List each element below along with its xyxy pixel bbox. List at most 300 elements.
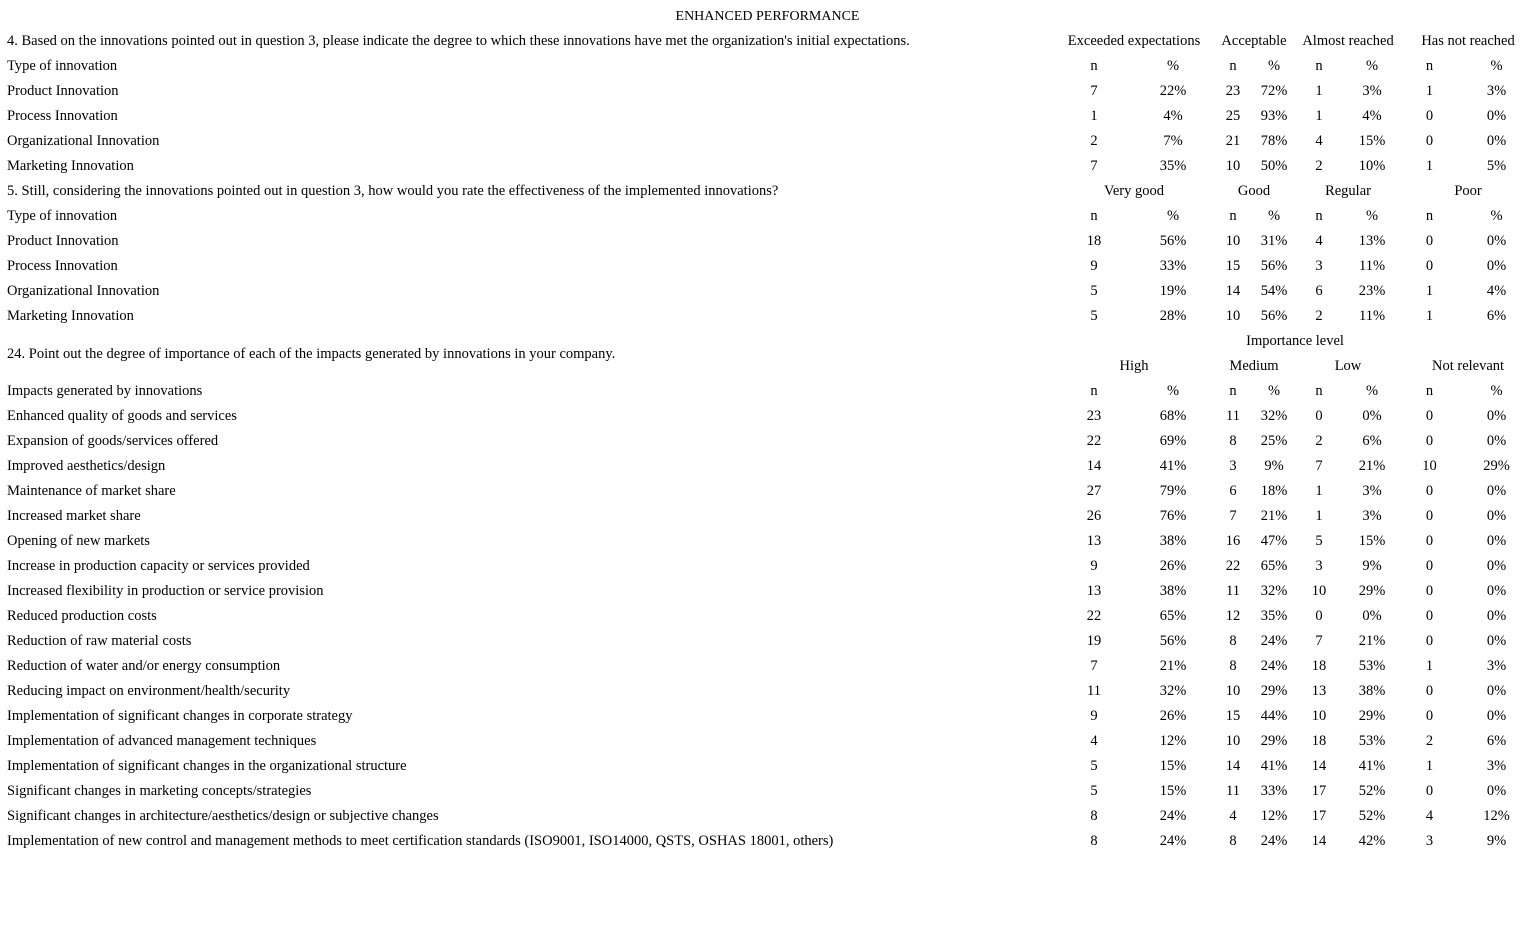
pct-value: 56% — [1159, 633, 1187, 649]
pct-value: 13% — [1358, 233, 1386, 249]
pct-value: 4% — [1486, 283, 1507, 299]
table-row — [0, 654, 1535, 679]
q5-subheader-row — [0, 204, 1535, 229]
n-header: n — [1090, 58, 1098, 74]
pct-value: 52% — [1358, 783, 1386, 799]
pct-value: 24% — [1159, 833, 1187, 849]
pct-value: 0% — [1486, 483, 1507, 499]
pct-value: 6% — [1362, 433, 1382, 449]
n-header: n — [1229, 58, 1237, 74]
n-value: 4 — [1090, 733, 1098, 749]
n-value: 18 — [1311, 733, 1327, 749]
n-value: 2 — [1315, 433, 1323, 449]
table-row — [0, 704, 1535, 729]
q5-category: Poor — [1454, 183, 1482, 199]
pct-header: % — [1267, 208, 1281, 224]
row-label: Reduction of raw material costs — [7, 633, 192, 649]
pct-value: 10% — [1358, 158, 1386, 174]
q5-category: Very good — [1104, 183, 1165, 199]
n-value: 7 — [1229, 508, 1237, 524]
pct-value: 9% — [1264, 458, 1284, 474]
n-value: 18 — [1086, 233, 1102, 249]
q24-question: 24. Point out the degree of importance of each of the impacts generated by innovations in your company. — [7, 345, 616, 362]
n-value: 0 — [1315, 408, 1323, 424]
pct-value: 21% — [1358, 633, 1386, 649]
pct-value: 0% — [1486, 533, 1507, 549]
n-value: 1 — [1315, 108, 1323, 124]
pct-value: 3% — [1362, 483, 1382, 499]
n-header: n — [1315, 383, 1323, 399]
table-row — [0, 129, 1535, 154]
pct-value: 12% — [1260, 808, 1288, 824]
n-header: n — [1229, 208, 1237, 224]
pct-value: 38% — [1358, 683, 1386, 699]
n-value: 27 — [1086, 483, 1102, 499]
n-value: 10 — [1225, 733, 1241, 749]
row-label: Process Innovation — [7, 258, 118, 274]
table-row — [0, 279, 1535, 304]
pct-value: 29% — [1483, 458, 1510, 474]
table-row — [0, 804, 1535, 829]
pct-value: 65% — [1260, 558, 1288, 574]
table-row — [0, 754, 1535, 779]
n-value: 21 — [1225, 133, 1241, 149]
pct-value: 0% — [1486, 633, 1507, 649]
pct-value: 0% — [1486, 608, 1507, 624]
n-value: 0 — [1425, 633, 1434, 649]
n-value: 4 — [1315, 233, 1323, 249]
pct-value: 41% — [1260, 758, 1288, 774]
row-label: Product Innovation — [7, 233, 119, 249]
table-row — [0, 429, 1535, 454]
n-value: 2 — [1315, 158, 1323, 174]
pct-value: 11% — [1359, 258, 1386, 274]
n-value: 8 — [1229, 833, 1237, 849]
n-value: 5 — [1090, 758, 1098, 774]
table-row — [0, 679, 1535, 704]
n-value: 8 — [1229, 658, 1237, 674]
n-value: 10 — [1311, 708, 1327, 724]
n-value: 22 — [1086, 433, 1102, 449]
q24-category: High — [1119, 358, 1149, 374]
pct-value: 9% — [1362, 558, 1382, 574]
pct-value: 38% — [1159, 533, 1187, 549]
row-label: Reduced production costs — [7, 608, 157, 624]
n-value: 8 — [1229, 633, 1237, 649]
table-row — [0, 629, 1535, 654]
q24-category: Medium — [1229, 358, 1279, 374]
pct-value: 32% — [1159, 683, 1187, 699]
q4-type-label: Type of innovation — [7, 58, 118, 74]
n-value: 17 — [1311, 783, 1327, 799]
n-value: 0 — [1425, 533, 1434, 549]
n-value: 13 — [1086, 583, 1102, 599]
pct-header: % — [1365, 58, 1379, 74]
pct-value: 21% — [1358, 458, 1386, 474]
q4-category: Exceeded expectations — [1067, 33, 1201, 49]
row-label: Increased flexibility in production or service provision — [7, 583, 324, 599]
pct-header: % — [1267, 58, 1281, 74]
pct-header: % — [1166, 208, 1180, 224]
table-row — [0, 79, 1535, 104]
n-value: 10 — [1225, 158, 1241, 174]
n-value: 23 — [1086, 408, 1102, 424]
pct-value: 0% — [1486, 408, 1507, 424]
q4-question-row — [0, 29, 1535, 54]
n-value: 14 — [1225, 283, 1241, 299]
table-row — [0, 104, 1535, 129]
pct-value: 0% — [1486, 558, 1507, 574]
n-value: 11 — [1226, 408, 1240, 424]
n-value: 4 — [1229, 808, 1237, 824]
n-value: 23 — [1225, 83, 1241, 99]
n-value: 0 — [1425, 483, 1434, 499]
pct-value: 24% — [1159, 808, 1187, 824]
q24-table — [0, 329, 1535, 854]
n-value: 0 — [1425, 708, 1434, 724]
pct-value: 32% — [1260, 408, 1288, 424]
pct-value: 32% — [1260, 583, 1288, 599]
pct-value: 41% — [1159, 458, 1187, 474]
pct-value: 44% — [1260, 708, 1288, 724]
n-value: 1 — [1090, 108, 1098, 124]
n-value: 0 — [1425, 433, 1434, 449]
n-value: 1 — [1425, 308, 1434, 324]
pct-value: 93% — [1260, 108, 1288, 124]
pct-value: 22% — [1159, 83, 1187, 99]
pct-value: 56% — [1159, 233, 1187, 249]
pct-value: 15% — [1358, 133, 1386, 149]
q24-category: Low — [1334, 358, 1362, 374]
pct-value: 4% — [1163, 108, 1183, 124]
pct-value: 21% — [1260, 508, 1288, 524]
table-row — [0, 579, 1535, 604]
table-row — [0, 404, 1535, 429]
n-value: 7 — [1090, 158, 1098, 174]
n-value: 5 — [1315, 533, 1323, 549]
row-label: Implementation of significant changes in the organizational structure — [7, 758, 407, 774]
pct-value: 24% — [1260, 833, 1288, 849]
pct-value: 3% — [1486, 758, 1507, 774]
n-value: 6 — [1315, 283, 1323, 299]
n-value: 3 — [1315, 558, 1323, 574]
n-value: 0 — [1425, 558, 1434, 574]
n-value: 14 — [1225, 758, 1241, 774]
pct-value: 24% — [1260, 633, 1288, 649]
n-value: 1 — [1315, 483, 1323, 499]
n-value: 1 — [1315, 508, 1323, 524]
pct-value: 0% — [1486, 583, 1507, 599]
n-value: 1 — [1425, 283, 1434, 299]
pct-value: 53% — [1358, 658, 1386, 674]
q5-table — [0, 179, 1535, 329]
row-label: Implementation of significant changes in corporate strategy — [7, 708, 353, 724]
n-value: 22 — [1086, 608, 1102, 624]
pct-value: 6% — [1486, 308, 1507, 324]
n-value: 7 — [1315, 458, 1323, 474]
q5-question-row — [0, 179, 1535, 204]
pct-header: % — [1166, 58, 1180, 74]
n-value: 11 — [1226, 583, 1240, 599]
row-label: Increase in production capacity or services provided — [7, 558, 310, 574]
pct-value: 19% — [1159, 283, 1187, 299]
n-value: 1 — [1425, 158, 1434, 174]
q5-category: Good — [1237, 183, 1271, 199]
pct-value: 54% — [1260, 283, 1288, 299]
n-header: n — [1315, 58, 1323, 74]
n-value: 0 — [1425, 133, 1434, 149]
row-label: Implementation of advanced management techniques — [7, 733, 317, 749]
pct-value: 0% — [1486, 433, 1507, 449]
pct-value: 12% — [1483, 808, 1510, 824]
pct-value: 35% — [1159, 158, 1187, 174]
q4-subheader-row — [0, 54, 1535, 79]
pct-value: 0% — [1486, 783, 1507, 799]
pct-value: 26% — [1159, 558, 1187, 574]
pct-value: 42% — [1358, 833, 1386, 849]
row-label: Marketing Innovation — [7, 308, 134, 324]
row-label: Improved aesthetics/design — [7, 458, 166, 474]
pct-value: 5% — [1486, 158, 1507, 174]
pct-value: 29% — [1260, 733, 1288, 749]
n-value: 14 — [1311, 758, 1327, 774]
q5-question: 5. Still, considering the innovations pointed out in question 3, how would you rate the effectiveness of the implemented innovations? — [7, 183, 779, 199]
n-value: 4 — [1425, 808, 1434, 824]
pct-value: 0% — [1362, 408, 1382, 424]
pct-value: 6% — [1486, 733, 1507, 749]
n-value: 9 — [1090, 558, 1098, 574]
n-value: 10 — [1225, 233, 1241, 249]
n-value: 5 — [1090, 783, 1098, 799]
n-value: 7 — [1315, 633, 1323, 649]
n-value: 8 — [1090, 808, 1098, 824]
pct-value: 0% — [1486, 233, 1507, 249]
pct-value: 15% — [1159, 758, 1187, 774]
n-value: 0 — [1425, 508, 1434, 524]
n-value: 10 — [1422, 458, 1437, 474]
pct-value: 24% — [1260, 658, 1288, 674]
n-value: 2 — [1425, 733, 1434, 749]
q24-group-row — [0, 329, 1535, 354]
pct-value: 68% — [1159, 408, 1187, 424]
pct-value: 0% — [1486, 508, 1507, 524]
n-value: 11 — [1226, 783, 1240, 799]
pct-value: 29% — [1358, 708, 1386, 724]
n-value: 3 — [1315, 258, 1323, 274]
table-row — [0, 154, 1535, 179]
n-header: n — [1425, 208, 1434, 224]
pct-value: 7% — [1163, 133, 1183, 149]
table-row — [0, 829, 1535, 854]
table-row — [0, 779, 1535, 804]
row-label: Significant changes in architecture/aesthetics/design or subjective changes — [7, 808, 439, 824]
pct-value: 69% — [1159, 433, 1187, 449]
row-label: Reduction of water and/or energy consumption — [7, 658, 281, 674]
q5-type-label: Type of innovation — [7, 208, 118, 224]
n-value: 25 — [1225, 108, 1241, 124]
pct-value: 28% — [1159, 308, 1187, 324]
pct-value: 0% — [1486, 683, 1507, 699]
n-value: 26 — [1086, 508, 1102, 524]
pct-header: % — [1365, 383, 1379, 399]
pct-value: 47% — [1260, 533, 1288, 549]
pct-value: 25% — [1260, 433, 1288, 449]
table-row — [0, 454, 1535, 479]
pct-value: 18% — [1260, 483, 1288, 499]
n-value: 8 — [1229, 433, 1237, 449]
pct-value: 56% — [1260, 258, 1288, 274]
table-row — [0, 479, 1535, 504]
row-label: Organizational Innovation — [7, 283, 160, 299]
n-value: 2 — [1315, 308, 1323, 324]
q5-category: Regular — [1325, 183, 1371, 199]
n-value: 11 — [1087, 683, 1101, 699]
n-value: 1 — [1425, 658, 1434, 674]
n-value: 0 — [1425, 258, 1434, 274]
n-value: 0 — [1425, 233, 1434, 249]
pct-value: 0% — [1486, 708, 1507, 724]
pct-value: 21% — [1159, 658, 1187, 674]
pct-value: 38% — [1159, 583, 1187, 599]
pct-value: 78% — [1260, 133, 1288, 149]
q4-category: Acceptable — [1221, 33, 1287, 49]
n-value: 3 — [1229, 458, 1237, 474]
pct-value: 35% — [1260, 608, 1288, 624]
pct-value: 0% — [1486, 108, 1507, 124]
pct-value: 72% — [1260, 83, 1288, 99]
row-label: Significant changes in marketing concepts/strategies — [7, 783, 312, 799]
pct-header: % — [1166, 383, 1180, 399]
pct-value: 4% — [1362, 108, 1382, 124]
n-value: 1 — [1315, 83, 1323, 99]
pct-value: 33% — [1260, 783, 1288, 799]
table-row — [0, 254, 1535, 279]
n-header: n — [1315, 208, 1323, 224]
n-value: 15 — [1225, 258, 1241, 274]
row-label: Organizational Innovation — [7, 133, 160, 149]
pct-value: 0% — [1486, 258, 1507, 274]
table-row — [0, 504, 1535, 529]
pct-value: 15% — [1358, 533, 1386, 549]
n-value: 14 — [1086, 458, 1102, 474]
n-value: 10 — [1225, 308, 1241, 324]
pct-value: 76% — [1159, 508, 1187, 524]
n-value: 3 — [1425, 833, 1434, 849]
pct-value: 12% — [1159, 733, 1187, 749]
n-value: 6 — [1229, 483, 1237, 499]
pct-value: 79% — [1159, 483, 1187, 499]
n-value: 0 — [1425, 408, 1434, 424]
row-label: Maintenance of market share — [7, 483, 176, 499]
row-label: Product Innovation — [7, 83, 119, 99]
n-header: n — [1090, 383, 1098, 399]
n-value: 13 — [1086, 533, 1102, 549]
pct-value: 65% — [1159, 608, 1187, 624]
row-label: Implementation of new control and management methods to meet certification standards (ISO9001, ISO14000, QSTS, OSHAS 18001, others) — [7, 833, 834, 849]
q24-group-label: Importance level — [1246, 333, 1344, 349]
n-value: 15 — [1225, 708, 1241, 724]
pct-value: 56% — [1260, 308, 1288, 324]
n-header: n — [1425, 383, 1434, 399]
pct-header: % — [1267, 383, 1281, 399]
table-row — [0, 529, 1535, 554]
n-value: 9 — [1090, 708, 1098, 724]
row-label: Process Innovation — [7, 108, 118, 124]
pct-value: 11% — [1359, 308, 1386, 324]
pct-value: 53% — [1358, 733, 1386, 749]
n-header: n — [1229, 383, 1237, 399]
row-label: Increased market share — [7, 508, 141, 524]
pct-value: 52% — [1358, 808, 1386, 824]
pct-value: 9% — [1486, 833, 1507, 849]
q4-table — [0, 29, 1535, 179]
pct-value: 31% — [1260, 233, 1288, 249]
n-value: 10 — [1311, 583, 1327, 599]
table-row — [0, 554, 1535, 579]
pct-value: 0% — [1486, 133, 1507, 149]
pct-header: % — [1365, 208, 1379, 224]
n-value: 0 — [1425, 108, 1434, 124]
n-value: 7 — [1090, 658, 1098, 674]
n-value: 19 — [1086, 633, 1102, 649]
pct-value: 23% — [1358, 283, 1386, 299]
q4-category: Almost reached — [1302, 33, 1394, 49]
pct-value: 3% — [1362, 83, 1382, 99]
n-value: 8 — [1090, 833, 1098, 849]
row-label: Reducing impact on environment/health/security — [7, 683, 291, 699]
table-row — [0, 229, 1535, 254]
n-value: 0 — [1425, 583, 1434, 599]
q24-category: Not relevant — [1432, 358, 1505, 374]
n-value: 2 — [1090, 133, 1098, 149]
q24-subheader-row — [0, 379, 1535, 404]
n-header: n — [1425, 58, 1434, 74]
n-value: 0 — [1315, 608, 1323, 624]
pct-header: % — [1490, 208, 1503, 224]
n-value: 1 — [1425, 758, 1434, 774]
n-value: 7 — [1090, 83, 1098, 99]
pct-value: 41% — [1358, 758, 1386, 774]
document-title: ENHANCED PERFORMANCE — [675, 9, 860, 24]
pct-header: % — [1490, 383, 1503, 399]
n-value: 9 — [1090, 258, 1098, 274]
pct-value: 29% — [1260, 683, 1288, 699]
row-label: Marketing Innovation — [7, 158, 134, 174]
n-value: 4 — [1315, 133, 1323, 149]
n-value: 14 — [1311, 833, 1327, 849]
n-value: 1 — [1425, 83, 1434, 99]
row-label: Expansion of goods/services offered — [7, 433, 219, 449]
n-value: 0 — [1425, 608, 1434, 624]
n-value: 0 — [1425, 783, 1434, 799]
pct-value: 3% — [1362, 508, 1382, 524]
row-label: Opening of new markets — [7, 533, 150, 549]
pct-value: 26% — [1159, 708, 1187, 724]
n-value: 18 — [1311, 658, 1327, 674]
n-value: 5 — [1090, 308, 1098, 324]
q24-type-label: Impacts generated by innovations — [7, 383, 203, 399]
table-row — [0, 729, 1535, 754]
q4-category: Has not reached — [1421, 33, 1515, 49]
row-label: Enhanced quality of goods and services — [7, 408, 237, 424]
pct-value: 0% — [1362, 608, 1382, 624]
pct-value: 15% — [1159, 783, 1187, 799]
pct-value: 50% — [1260, 158, 1288, 174]
pct-value: 33% — [1159, 258, 1187, 274]
n-value: 16 — [1225, 533, 1241, 549]
table-row — [0, 604, 1535, 629]
pct-value: 29% — [1358, 583, 1386, 599]
